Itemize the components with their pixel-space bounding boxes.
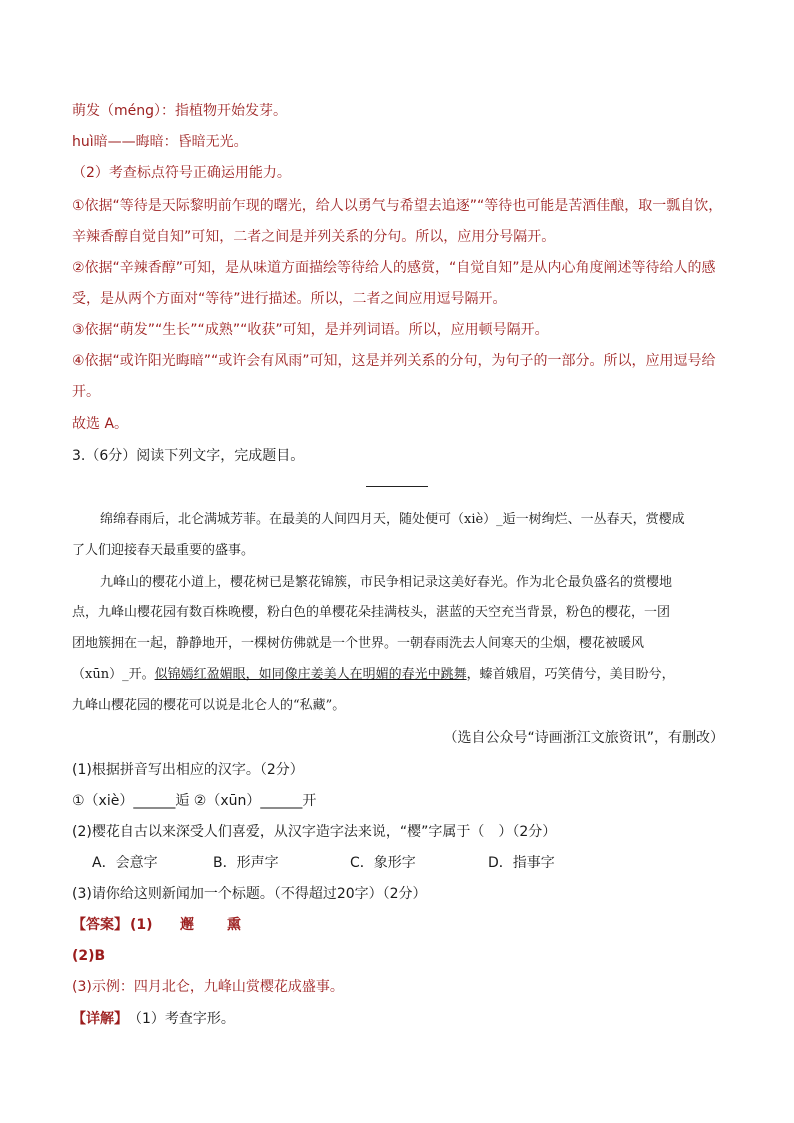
option-c: C．象形字 [350,855,416,871]
answer-2: (2)B [72,948,106,964]
sub-question-3: (3)请你给这则新闻加一个标题。（不得超过20字）（2分） [72,886,427,902]
detail-label: 【详解】 [72,1011,128,1027]
answer-1-char-xun: 熏 [227,917,241,933]
explanation-line-meng: 萌发（méng）：指植物开始发芽。 [72,103,288,119]
passage-p2-line1: 九峰山的樱花小道上，樱花树已是繁花锦簇，市民争相记录这美好春光。作为北仑最负盛名的赏樱地 [100,575,673,590]
option-d: D．指事字 [488,855,555,871]
explanation-conclusion: 故选 A。 [72,416,129,432]
passage-p2-line4 [72,665,675,685]
explanation-item-4b: 开。 [72,384,100,400]
passage-source: （选自公众号“诗画浙江文旅资讯”，有删改） [443,730,724,746]
explanation-item-2a: ②依据“辛辣香醇”可知，是从味道方面描绘等待给人的感赏，“自觉自知”是从内心角度阐述等待给人的感 [72,260,716,276]
passage-p2-line2: 点，九峰山樱花园有数百株晚樱，粉白色的单樱花朵挂满枝头，湛蓝的天空充当背景，粉色的樱花，一团 [72,605,671,620]
answer-3: (3)示例：四月北仑，九峰山赏樱花成盛事。 [72,979,344,995]
sub-question-2: (2)樱花自古以来深受人们喜爱，从汉字造字法来说，“樱”字属于（ ）（2分） [72,824,557,840]
sub-question-1-blanks: ①（xiè）______逅 ②（xūn）______开 [72,793,317,809]
explanation-item-2b: 受，是从两个方面对“等待”进行描述。所以，二者之间应用逗号隔开。 [72,291,507,307]
answer-1-number: (1) [130,917,153,933]
passage-blank-xun: （xūn）_开。 [72,667,155,682]
explanation-line-punctuation: （2）考查标点符号正确运用能力。 [72,165,291,181]
passage-p2-line5: 九峰山樱花园的樱花可以说是北仑人的“私藏”。 [72,698,346,713]
passage-p2-line3: 团地簇拥在一起，静静地开，一棵树仿佛就是一个世界。一朝春雨洗去人间寒天的尘烟，樱花被暖风 [72,636,645,651]
option-b: B．形声字 [213,855,279,871]
passage-line4-tail: ，螓首娥眉，巧笑倩兮，美目盼兮， [466,667,675,682]
detail-text: （1）考查字形。 [128,1011,235,1027]
explanation-item-4a: ④依据“或许阳光晦暗”“或许会有风雨”可知，这是并列关系的分句，为句子的一部分。所以，应用逗号给 [72,353,716,369]
passage-p1-line1: 绵绵春雨后，北仑满城芳菲。在最美的人间四月天，随处便可（xiè）_逅一树绚烂、一丛春天，赏樱成 [100,512,685,527]
explanation-item-1a: ①依据“等待是天际黎明前乍现的曙光，给人以勇气与希望去追逐”“等待也可能是苦酒佳酿，取一瓢自饮， [72,198,723,214]
answer-label: 【答案】 [72,917,128,933]
question-3-heading: 3.（6分）阅读下列文字，完成题目。 [72,448,305,464]
sub-question-1: (1)根据拼音写出相应的汉字。（2分） [72,762,304,778]
explanation-line-hui: huì暗——晦暗：昏暗无光。 [72,134,248,150]
option-a: A．会意字 [92,855,158,871]
answer-1-char-xie: 邂 [180,917,194,933]
explanation-item-3: ③依据“萌发”“生长”“成熟”“收获”可知，是并列词语。所以，应用顿号隔开。 [72,322,549,338]
passage-underlined-sentence: 似锦嫣红盈媚眼，如同像庄姜美人在明媚的春光中跳舞 [154,667,467,682]
passage-p1-line2: 了人们迎接春天最重要的盛事。 [72,543,255,558]
title-blank-line [366,486,428,487]
explanation-item-1b: 辛辣香醇自觉自知”可知，二者之间是并列关系的分句。所以，应用分号隔开。 [72,229,556,245]
